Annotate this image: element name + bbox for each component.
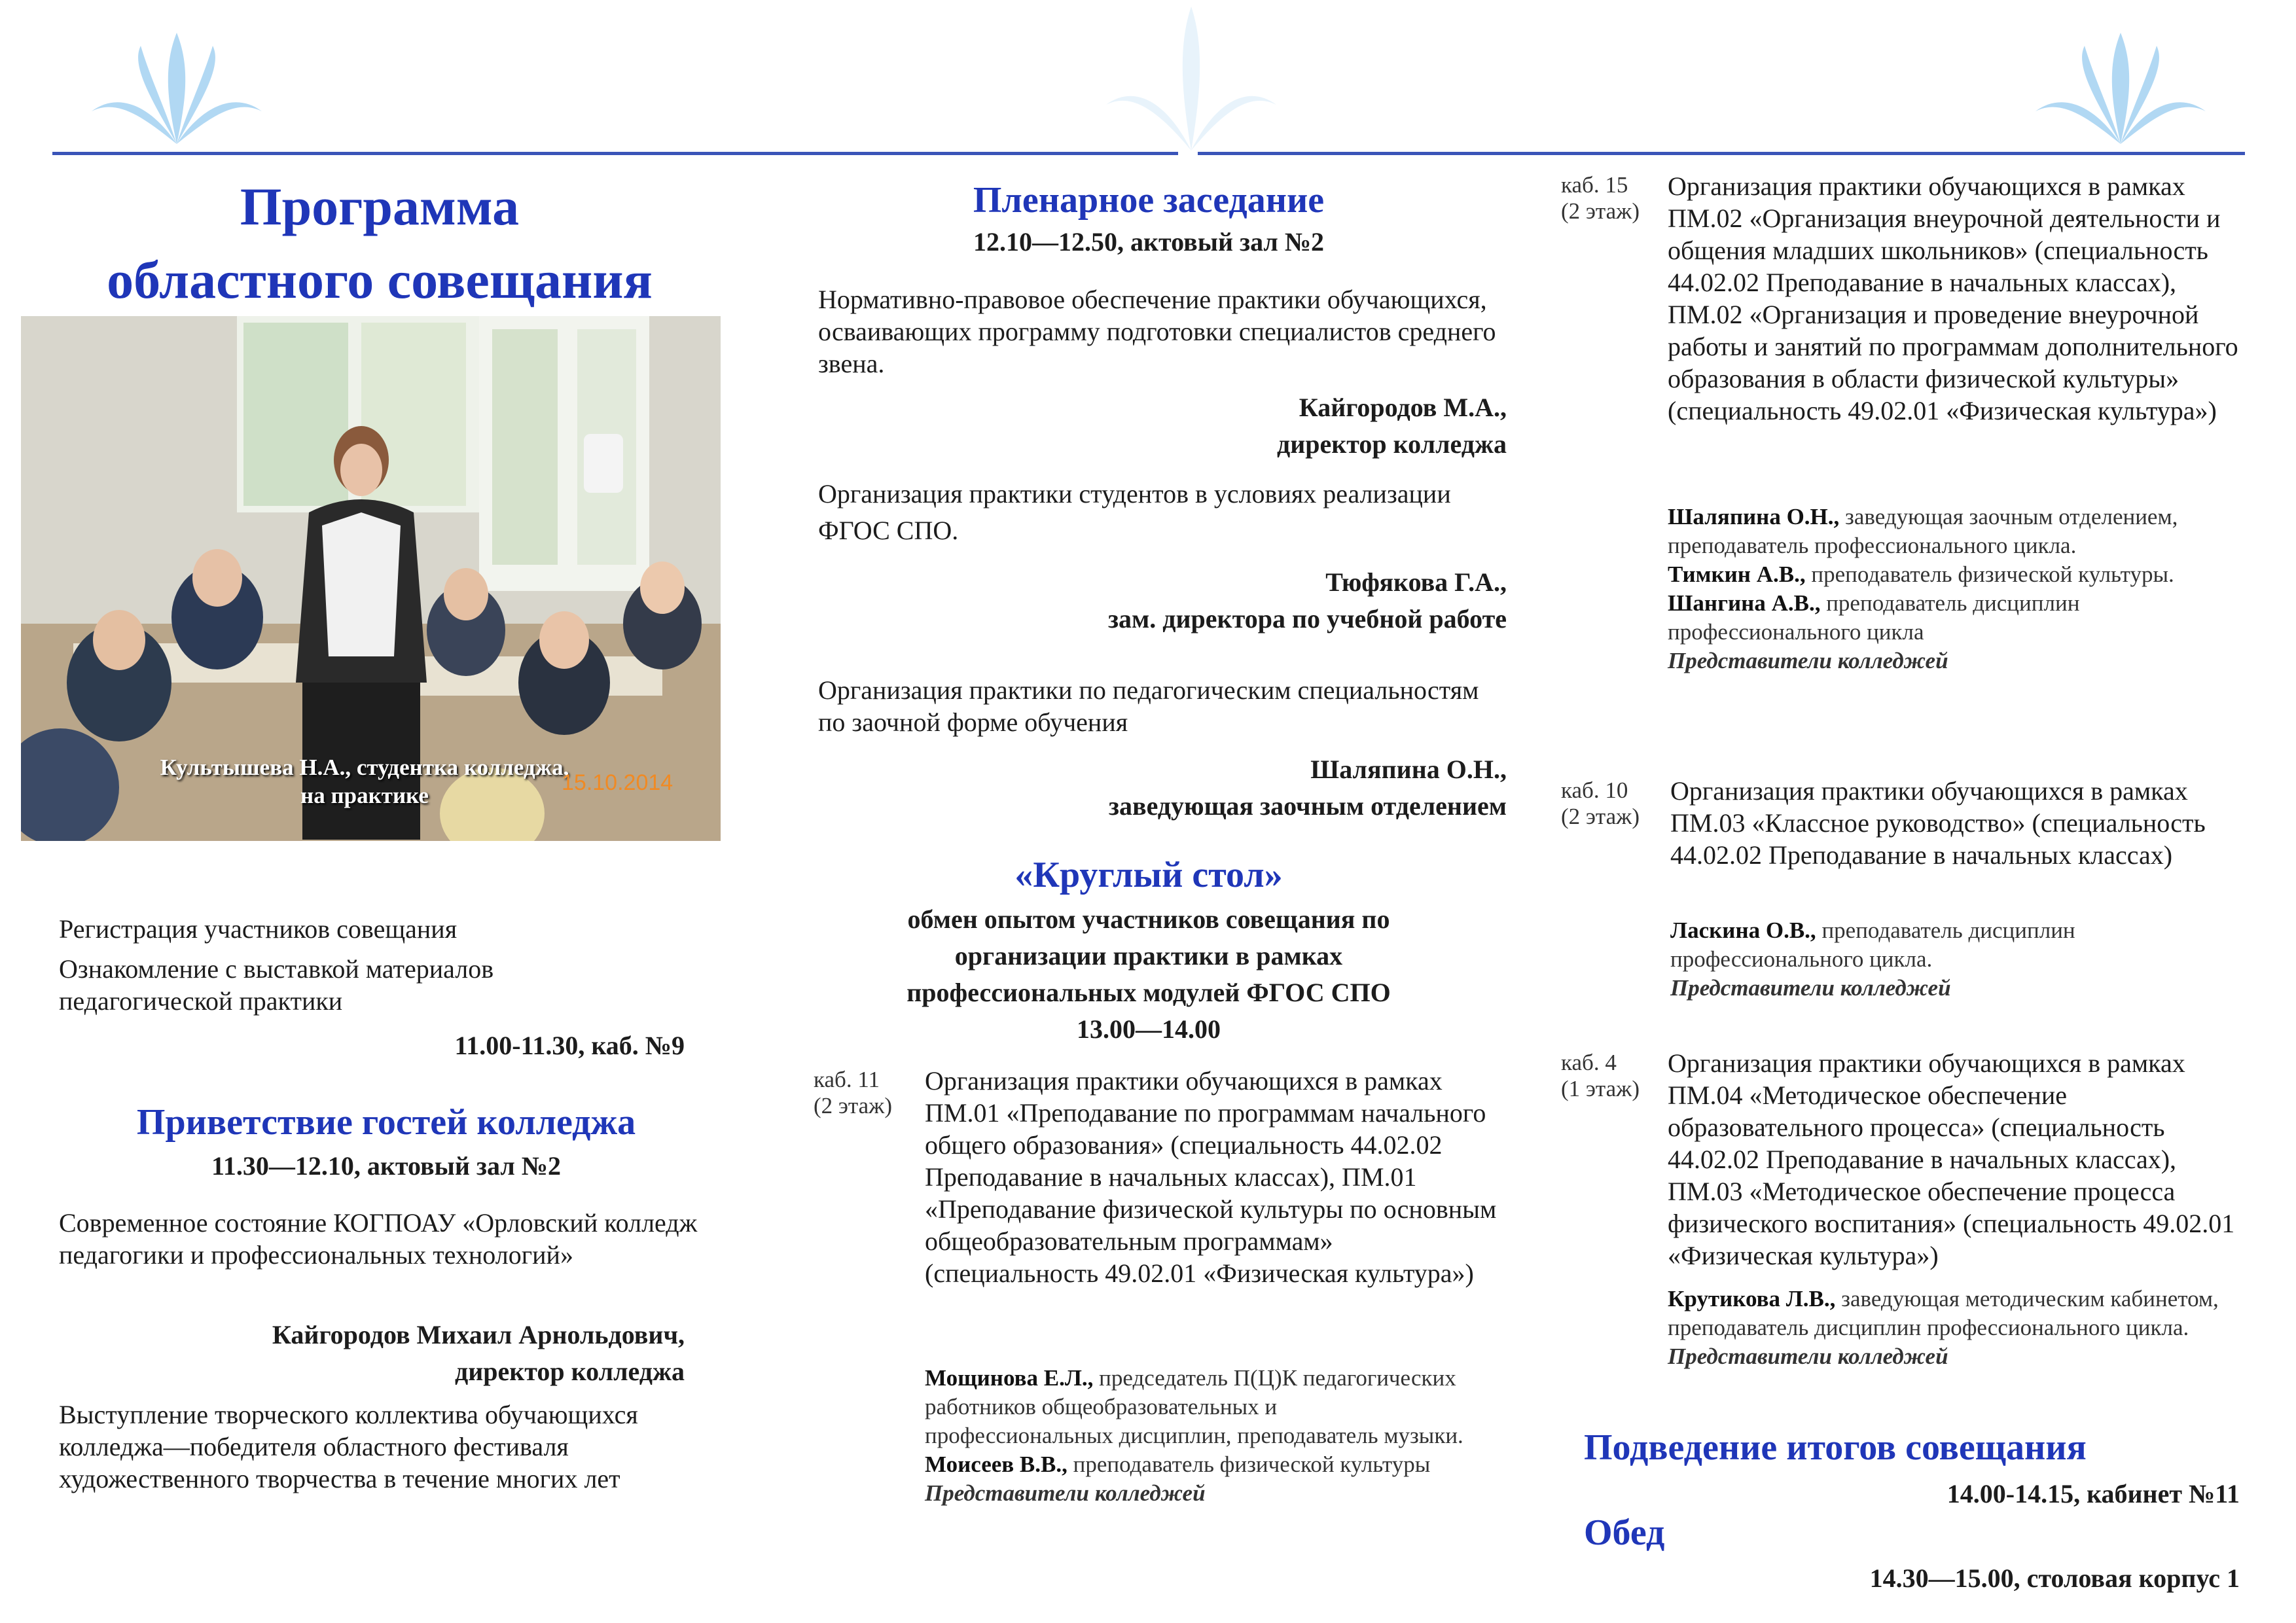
plenary-talk-3: Организация практики по педагогическим специальностям по заочной форме обучения (818, 675, 1479, 737)
room-15-label (1561, 172, 1659, 224)
speaker-2 (925, 1450, 1468, 1479)
speaker-1 (925, 1364, 1468, 1450)
lunch-title: Обед (1584, 1512, 1665, 1553)
welcome-item-1-speaker (59, 1317, 685, 1390)
round-table-subtitle: обмен опытом участников совещания по организации практики в рамках профессиональных модулей ФГОС СПО (906, 904, 1391, 1007)
speaker-role: заведующая методическим кабинетом, преподаватель дисциплин профессионального цикла. (1668, 1286, 2219, 1340)
speaker-name: Мощинова Е.Л., (925, 1365, 1094, 1391)
registration-text: Регистрация участников совещания (59, 914, 457, 944)
photo-date-stamp: 15.10.2014 (562, 770, 673, 795)
photo-caption (93, 753, 636, 810)
room-floor: (2 этаж) (814, 1093, 893, 1118)
registration-time: 11.00-11.30, каб. №9 (454, 1031, 685, 1060)
classroom-photo (21, 316, 721, 841)
speaker-name: Тюфякова Г.А., (1325, 567, 1507, 597)
room-10-label (1561, 777, 1659, 830)
round-table-time: 13.00—14.00 (1077, 1014, 1221, 1044)
plenary-talk-2: Организация практики студентов в условиях реализации ФГОС СПО. (818, 479, 1451, 545)
speaker-role: преподаватель дисциплин профессионального цикла. (1670, 918, 2075, 972)
plenary-talk-2-speaker (818, 564, 1507, 637)
page-title-line1: Программа (240, 177, 520, 236)
room-4-text: Организация практики обучающихся в рамках ПМ.04 «Методическое обеспечение образовательного процесса» (специальность 44.02.02 Преподавание в начальных классах), ПМ.03 «Методическое обеспечение процесса физического воспитания» (специальность 49.02.01 «Физическая культура») (1668, 1048, 2235, 1270)
summary-title: Подведение итогов совещания (1584, 1427, 2087, 1468)
speaker-role: заведующая заочным отделением, преподаватель профессионального цикла. (1668, 504, 2178, 558)
speaker-role: заведующая заочным отделением (1108, 791, 1507, 821)
room-15-speakers (1668, 503, 2244, 675)
ornament-center (1093, 0, 1289, 157)
room-4-speakers (1668, 1285, 2231, 1371)
page-title-line2: областного совещания (107, 250, 653, 310)
speaker-name: Моисеев В.В., (925, 1452, 1067, 1477)
welcome-title: Приветствие гостей колледжа (136, 1102, 636, 1143)
plenary-talk-1-speaker (818, 389, 1507, 463)
room-number: каб. 11 (814, 1067, 880, 1092)
room-4-label (1561, 1050, 1659, 1102)
speaker-name: Шангина А.В., (1668, 590, 1821, 616)
welcome-item-1: Современное состояние КОГПОАУ «Орловский колледж педагогики и профессиональных технологий» (59, 1208, 698, 1270)
speaker-name: Крутикова Л.В., (1668, 1286, 1836, 1311)
speaker-role: преподаватель дисциплин профессионального цикла (1668, 590, 2080, 645)
college-representatives: Представители колледжей (1668, 648, 1948, 673)
photo-caption-line2: на практике (300, 783, 429, 808)
exhibition-text: Ознакомление с выставкой материалов педагогической практики (59, 954, 494, 1016)
room-11-speakers (925, 1364, 1468, 1508)
college-representatives: Представители колледжей (1670, 975, 1951, 1001)
welcome-time: 11.30—12.10, актовый зал №2 (211, 1151, 561, 1181)
ornament-left (79, 20, 275, 157)
speaker-name: Шаляпина О.Н., (1668, 504, 1840, 529)
header-rule-left (52, 152, 1178, 155)
speaker-name: Шаляпина О.Н., (1310, 755, 1507, 784)
room-10-speakers (1670, 916, 2227, 1003)
ornament-right (2022, 20, 2219, 157)
speaker-role: директор колледжа (454, 1357, 685, 1386)
speaker-role: председатель П(Ц)К педагогических работников общеобразовательных и профессиональных дисциплин, преподаватель музыки. (925, 1365, 1463, 1448)
room-floor: (2 этаж) (1561, 198, 1640, 224)
photo-caption-line1: Культышева Н.А., студентка колледжа, (160, 755, 569, 780)
round-table-title: «Круглый стол» (1014, 855, 1283, 895)
lunch-time: 14.30—15.00, столовая корпус 1 (1869, 1563, 2240, 1593)
speaker-2 (1668, 560, 2244, 589)
speaker-role: зам. директора по учебной работе (1107, 604, 1507, 633)
college-representatives: Представители колледжей (1668, 1344, 1948, 1369)
room-11-label (814, 1067, 905, 1119)
speaker-role: преподаватель физической культуры. (1811, 562, 2174, 587)
speaker-name: Кайгородов М.А., (1299, 393, 1507, 422)
room-number: каб. 15 (1561, 172, 1628, 198)
speaker-3 (1668, 589, 2244, 647)
speaker-role: преподаватель физической культуры (1073, 1452, 1431, 1477)
room-number: каб. 4 (1561, 1050, 1617, 1075)
room-floor: (1 этаж) (1561, 1076, 1640, 1101)
college-representatives: Представители колледжей (925, 1480, 1206, 1506)
plenary-talk-3-speaker (818, 751, 1507, 825)
plenary-title: Пленарное заседание (973, 180, 1325, 221)
speaker-role: директор колледжа (1276, 429, 1507, 459)
room-10-text: Организация практики обучающихся в рамках ПМ.03 «Классное руководство» (специальность 44.02.02 Преподавание в начальных классах) (1670, 776, 2206, 870)
speaker-name: Тимкин А.В., (1668, 562, 1806, 587)
speaker-1 (1668, 1285, 2231, 1342)
speaker-name: Кайгородов Михаил Арнольдович, (272, 1320, 685, 1349)
plenary-talk-1: Нормативно-правовое обеспечение практики обучающихся, осваивающих программу подготовки специалистов среднего звена. (818, 285, 1496, 378)
header-rule-right (1198, 152, 2245, 155)
speaker-name: Ласкина О.В., (1670, 918, 1816, 943)
plenary-time: 12.10—12.50, актовый зал №2 (973, 227, 1325, 257)
room-number: каб. 10 (1561, 777, 1628, 803)
room-floor: (2 этаж) (1561, 804, 1640, 829)
page-title (39, 170, 720, 317)
room-11-text: Организация практики обучающихся в рамках ПМ.01 «Преподавание по программам начального общего образования» (специальность 44.02.02 Преподавание в начальных классах), ПМ.01 «Преподавание физической культуры по основным общеобразовательным программам» (специальность 49.02.01 «Физическая культура») (925, 1066, 1497, 1288)
speaker-1 (1670, 916, 2227, 974)
speaker-1 (1668, 503, 2244, 560)
welcome-item-2: Выступление творческого коллектива обучающихся колледжа—победителя областного фестиваля художественного творчества в течение многих лет (59, 1400, 638, 1493)
summary-time: 14.00-14.15, кабинет №11 (1946, 1479, 2240, 1508)
room-15-text: Организация практики обучающихся в рамках ПМ.02 «Организация внеурочной деятельности и общения младших школьников» (специальность 44.02.02 Преподавание в начальных классах), ПМ.02 «Организация и проведение внеурочной работы и занятий по программам дополнительного образования в области физической культуры» (специальность 49.02.01 «Физическая культура») (1668, 171, 2238, 425)
